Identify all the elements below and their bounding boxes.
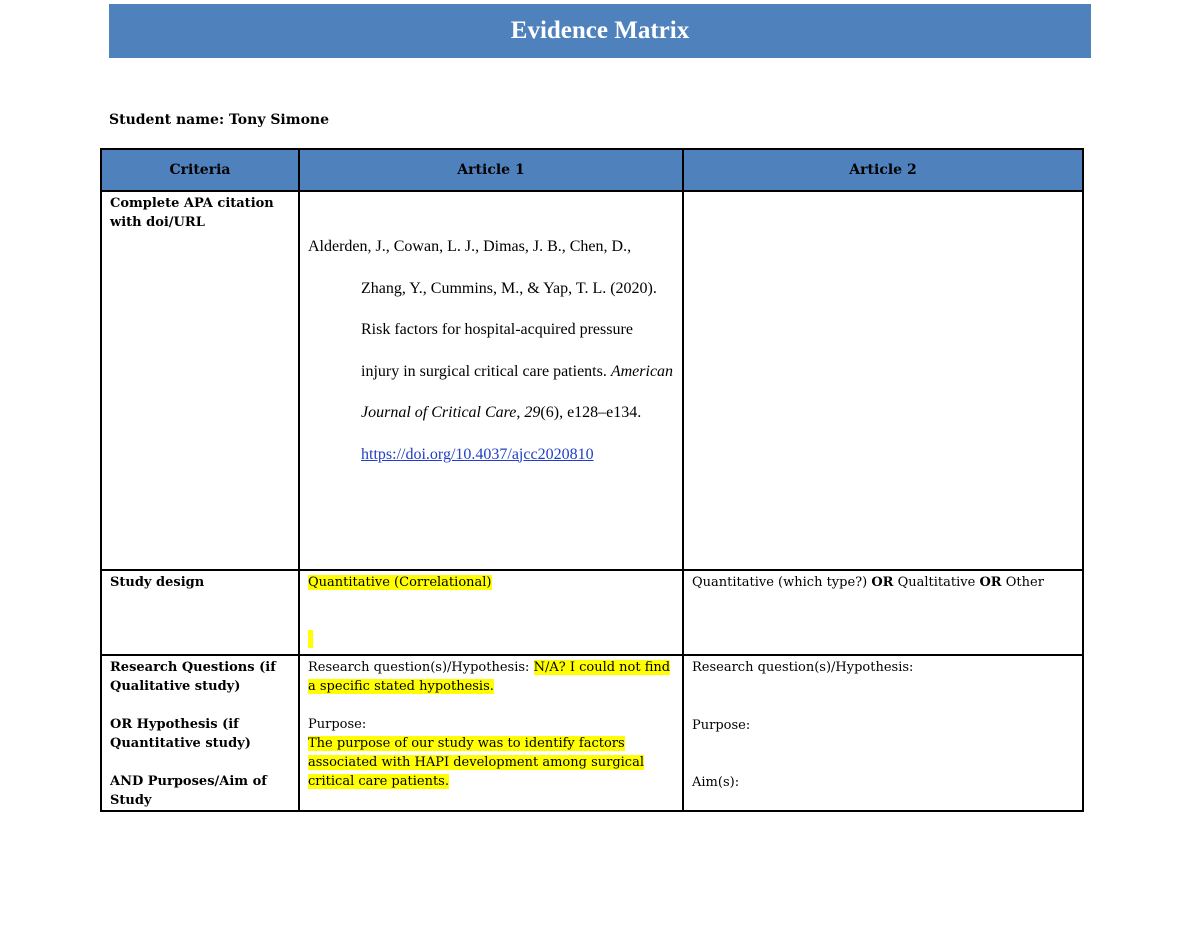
article1-design-value: Quantitative (Correlational)	[308, 575, 492, 590]
criteria-cell-research	[101, 655, 299, 811]
citation-journal: American Journal of Critical Care	[361, 362, 674, 421]
article1-citation-cell[interactable]	[299, 191, 683, 570]
citation-separator: ,	[516, 404, 525, 421]
article1-purpose-label: Purpose:	[308, 717, 367, 732]
article2-aim: Aim(s):	[692, 775, 740, 790]
criteria-label: Study design	[110, 575, 205, 590]
table-header-row	[101, 149, 1083, 191]
student-name: Student name: Tony Simone	[109, 112, 329, 128]
citation-volume: 29	[524, 404, 541, 421]
rq-value: N/A? I could not find a specific stated hypothesis.	[308, 660, 671, 694]
citation-issue: (6), e128–e134.	[540, 404, 642, 421]
table-row-citation	[101, 191, 1083, 570]
text-cursor-highlight	[308, 630, 313, 648]
criteria-cell-design	[101, 570, 299, 655]
evidence-matrix-table	[100, 148, 1084, 812]
criteria-label-rq: Research Questions (if Qualitative study)	[110, 660, 276, 694]
page-title: Evidence Matrix	[109, 4, 1091, 58]
article2-research-cell[interactable]	[683, 655, 1083, 811]
design-or-1: OR	[871, 575, 894, 590]
doi-link[interactable]: https://doi.org/10.4037/ajcc2020810	[361, 445, 594, 463]
purpose-value: The purpose of our study was to identify factors associated with HAPI development among surgical critical care patients.	[308, 736, 645, 789]
rq-label: Research question(s)/Hypothesis:	[308, 660, 534, 675]
article1-rq	[308, 658, 674, 696]
article2-design-cell[interactable]	[683, 570, 1083, 655]
header-article-1: Article 1	[299, 149, 683, 191]
design-or-2: OR	[979, 575, 1002, 590]
design-option-quant: Quantitative (which type?)	[692, 575, 872, 590]
article2-rq: Research question(s)/Hypothesis:	[692, 660, 914, 675]
criteria-label-hypothesis: OR Hypothesis (if Quantitative study)	[110, 717, 251, 751]
criteria-label-aim: AND Purposes/Aim of Study	[110, 774, 267, 808]
article1-design-cell[interactable]	[299, 570, 683, 655]
criteria-label: Complete APA citation with doi/URL	[110, 196, 274, 230]
header-criteria: Criteria	[101, 149, 299, 191]
design-option-qual: Qualtitative	[893, 575, 980, 590]
design-option-other: Other	[1001, 575, 1044, 590]
article1-research-cell[interactable]	[299, 655, 683, 811]
article2-purpose: Purpose:	[692, 718, 751, 733]
table-row-research-questions	[101, 655, 1083, 811]
citation-authors: Alderden, J., Cowan, L. J., Dimas, J. B., Chen, D., Zhang, Y., Cummins, M., & Yap, T. L. (2020). Risk factors for hospital-acquired pressure injury in surgical critical care patients.	[308, 238, 657, 380]
header-article-2: Article 2	[683, 149, 1083, 191]
apa-citation	[308, 226, 674, 475]
article2-citation-cell[interactable]	[683, 191, 1083, 570]
article1-purpose	[308, 734, 674, 791]
table-row-study-design	[101, 570, 1083, 655]
criteria-cell-citation	[101, 191, 299, 570]
